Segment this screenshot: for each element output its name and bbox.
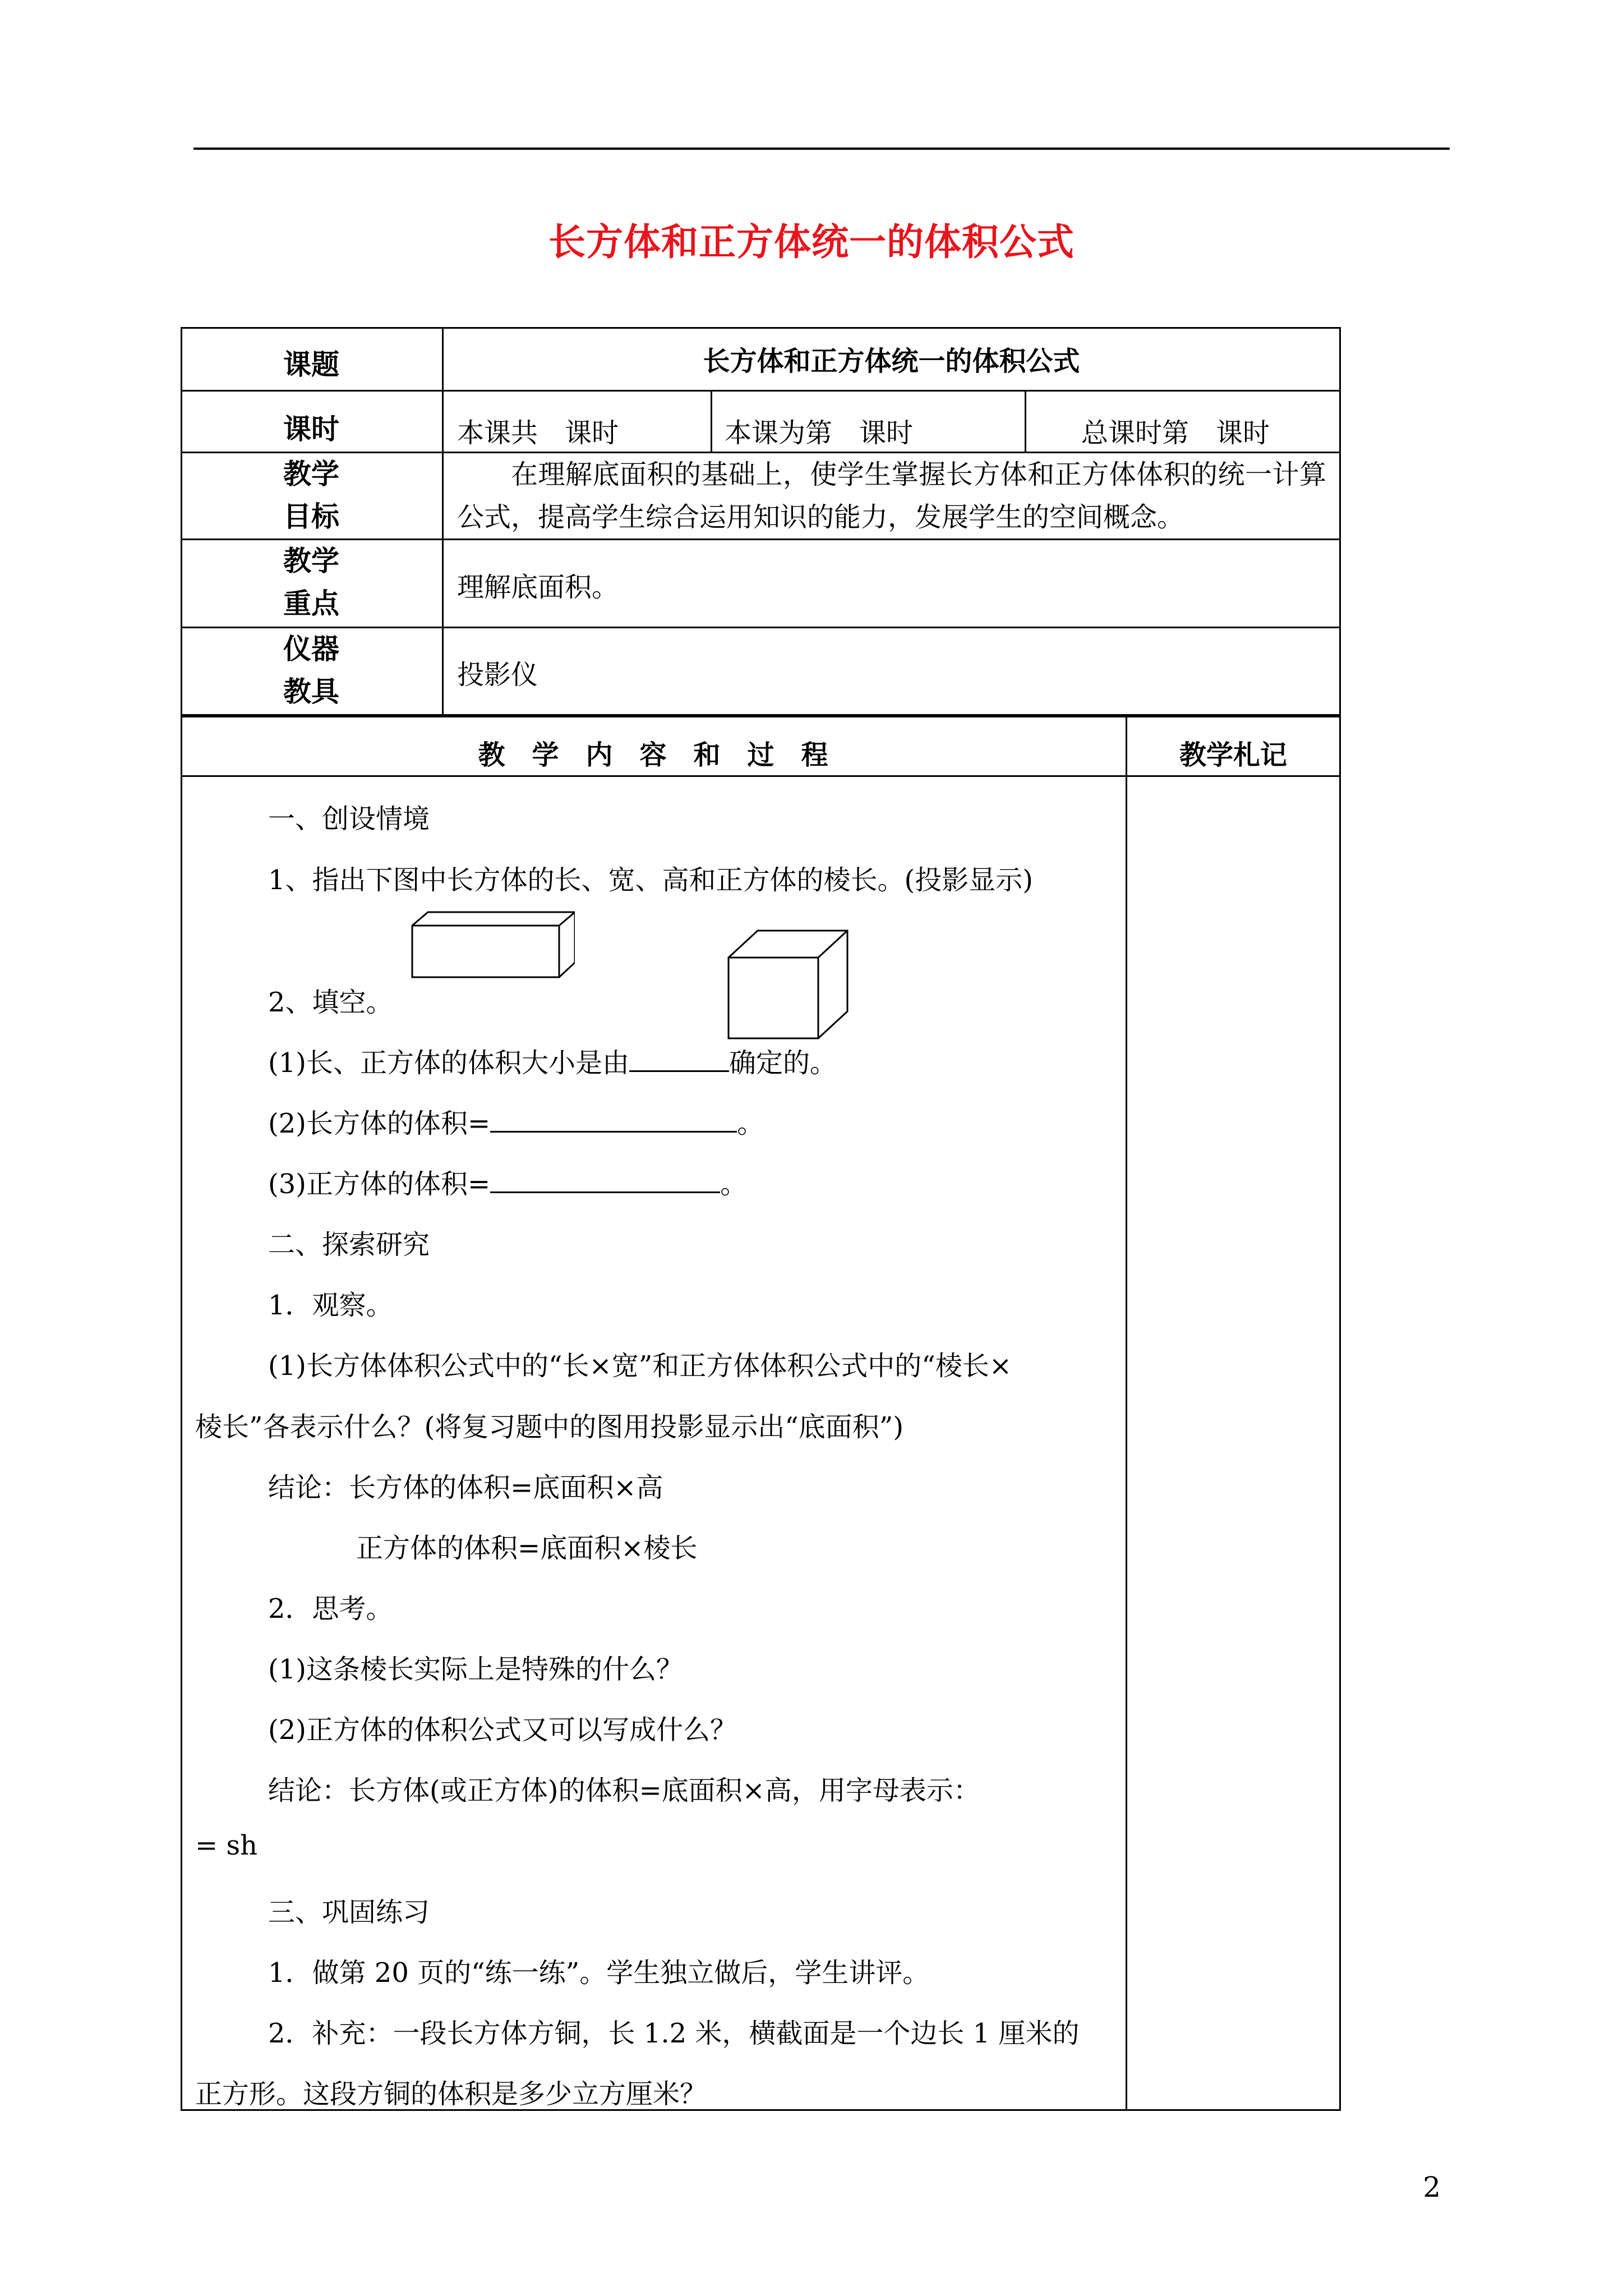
info-table-divider xyxy=(442,327,444,716)
formula: = sh xyxy=(195,1830,258,1861)
section-2-question-1: 1．观察。 xyxy=(268,1290,393,1321)
goal-text: 在理解底面积的基础上，使学生掌握长方体和正方体体积的统一计算公式，提高学生综合运用知识的能力，发展学生的空间概念。 xyxy=(457,459,1326,533)
fill-item-1 xyxy=(268,1041,837,1080)
tools-label-line2: 教具 xyxy=(283,675,339,708)
cuboid-figure xyxy=(407,910,575,983)
section-3-question-2-line2: 正方形。这段方铜的体积是多少立方厘米？ xyxy=(195,2078,707,2110)
conclusion-2: 结论：长方体(或正方体)的体积=底面积×高，用字母表示： xyxy=(268,1775,980,1806)
section-1-question-1: 1、指出下图中长方体的长、宽、高和正方体的棱长。(投影显示) xyxy=(268,864,1033,896)
conclusion-1a: 结论：长方体的体积=底面积×高 xyxy=(268,1472,663,1503)
fill-item-3-tail: 。 xyxy=(720,1168,748,1200)
fill-blank[interactable] xyxy=(490,1167,720,1193)
section-3-question-2-line1: 2．补充：一段长方体方铜，长 1.2 米，横截面是一个边长 1 厘米的 xyxy=(268,2018,1080,2049)
conclusion-1b: 正方体的体积=底面积×棱长 xyxy=(356,1533,698,1564)
key-label-line1: 教学 xyxy=(283,544,339,577)
notes-column-divider xyxy=(1126,716,1127,2111)
fill-blank[interactable] xyxy=(629,1046,729,1072)
period-divider xyxy=(711,390,712,452)
topic-label: 课题 xyxy=(283,348,339,381)
think-item-1: (1)这条棱长实际上是特殊的什么？ xyxy=(268,1654,683,1685)
header-rule xyxy=(193,148,1450,150)
fill-item-1-tail: 确定的。 xyxy=(729,1047,837,1079)
period-total: 本课共 课时 xyxy=(457,417,619,449)
page-number: 2 xyxy=(1423,2171,1441,2203)
goal-label-line1: 教学 xyxy=(283,457,339,490)
tools-label-line1: 仪器 xyxy=(283,632,339,665)
topic-value: 长方体和正方体统一的体积公式 xyxy=(703,346,1080,377)
tools-text: 投影仪 xyxy=(457,659,538,691)
fill-item-2-text: (2)长方体的体积= xyxy=(268,1108,491,1139)
fill-item-3 xyxy=(268,1162,747,1201)
fill-item-3-text: (3)正方体的体积= xyxy=(268,1168,491,1200)
fill-item-2 xyxy=(268,1102,764,1140)
cube-figure xyxy=(726,928,850,1041)
goal-label-line2: 目标 xyxy=(283,500,339,533)
key-text: 理解底面积。 xyxy=(457,572,619,603)
notes-header: 教学札记 xyxy=(1179,739,1287,771)
section-2-heading: 二、探索研究 xyxy=(268,1229,430,1260)
period-overall: 总课时第 课时 xyxy=(1081,417,1270,449)
fill-item-1-text: (1)长、正方体的体积大小是由 xyxy=(268,1047,629,1079)
section-1-question-2: 2、填空。 xyxy=(268,987,393,1018)
period-divider xyxy=(1025,390,1026,452)
section-3-question-1: 1．做第 20 页的“练一练”。学生独立做后，学生讲评。 xyxy=(268,1957,930,1989)
observe-line-1: (1)长方体体积公式中的“长×宽”和正方体体积公式中的“棱长× xyxy=(268,1350,1012,1382)
think-item-2: (2)正方体的体积公式又可以写成什么？ xyxy=(268,1714,737,1746)
observe-line-2: 棱长”各表示什么？(将复习题中的图用投影显示出“底面积”) xyxy=(195,1411,904,1443)
process-header: 教 学 内 容 和 过 程 xyxy=(478,739,828,771)
key-label-line2: 重点 xyxy=(283,587,339,620)
page-title: 长方体和正方体统一的体积公式 xyxy=(548,220,1075,264)
section-2-question-2: 2．思考。 xyxy=(268,1593,393,1625)
fill-blank[interactable] xyxy=(490,1106,737,1133)
fill-item-2-tail: 。 xyxy=(737,1108,764,1139)
period-current: 本课为第 课时 xyxy=(725,417,914,449)
row-divider xyxy=(181,390,1341,392)
process-header-divider xyxy=(181,775,1341,777)
section-1-heading: 一、创设情境 xyxy=(268,803,430,835)
period-label: 课时 xyxy=(283,412,339,445)
section-3-heading: 三、巩固练习 xyxy=(268,1897,430,1928)
